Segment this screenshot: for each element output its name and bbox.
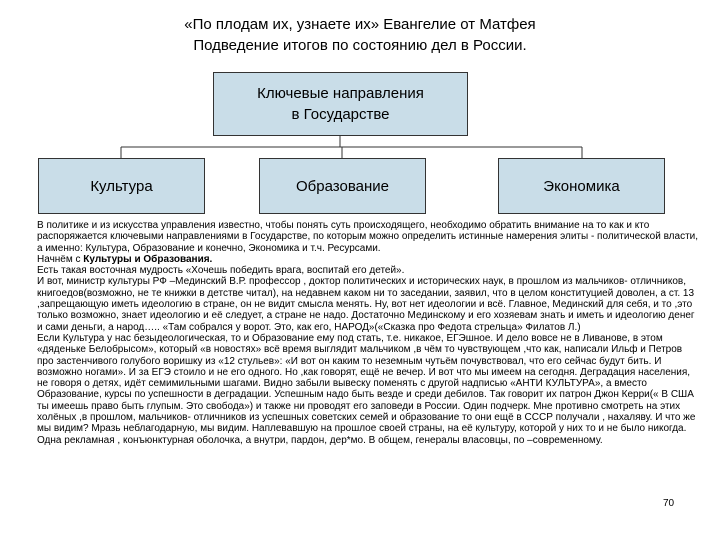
paragraph-5: Если Культура у нас безыдеологическая, то и Образование ему под стать, т.е. никакое, ЕГЭшное. И дело вовсе не в Ливанове, в этом «дяденьке Белобрысом», который «в новостях» всё время выглядит мальчиком ,в чём то чувствующем ,что как, написали Ильф и Петров про застенчивого голубого воришку из «12 стульев»: «И вот он каким то неземным чутьём почувствовал, что его сейчас будут бить. И возможно ногами». И за ЕГЭ стоило и не его одного. Но ,как говорят, ещё не вечер. И вот что мы имеем на сегодня. Деградация населения, не говоря о детях, идёт семимильными шагами. Видно забыли вывеску поменять с другой надписью «АНТИ КУЛЬТУРА», а вместо Образование, курсы по успешности в деградации. Успешным надо быть везде и среди дебилов. Так говорит их патрон Джон Керри(« В США ты имеешь право быть глупым. Это свобода») и также ни проводят его заповеди в России. Один подчерк. Мне противно смотреть на этих холёных ,в прошлом, мальчиков- отличников из успешных советских семей и образование то они ещё в СССР получали , нахаляву. И что же мы видим? Мразь неблагодарную, мы видим. Наплевавшую на прошлое своей страны, на её культуру, которой у них то и не было никогда. Одна рекламная , конъюнктурная оболочка, а внутри, пардон, дер*мо. В общем, генералы власовцы, по –современному. xyxy=(37,332,696,446)
paragraph-2 xyxy=(24,254,700,265)
paragraph-3: Есть такая восточная мудрость «Хочешь победить врага, воспитай его детей». xyxy=(37,265,405,277)
diagram-root-box xyxy=(213,72,468,136)
paragraph-1: В политике и из искусства управления известно, чтобы понять суть происходящего, необходимо обратить внимание на то как и кто распоряжается ключевыми направлениями в Государстве, по которым можно определить истинные намерения элиты - политической власти, а именно: Культура, Образование и конечно, Экономика и т.ч. Ресурсами. xyxy=(37,220,699,254)
paragraph-2-prefix: Начнём с xyxy=(37,253,84,265)
article-body xyxy=(24,220,700,446)
root-label-line-1: Ключевые направления xyxy=(257,85,424,102)
diagram-node-economy: Экономика xyxy=(498,158,665,214)
page-number: 70 xyxy=(663,498,675,509)
diagram-node-culture: Культура xyxy=(38,158,205,214)
paragraph-4: И вот, министр культуры РФ –Мединский В.Р. профессор , доктор политических и исторических наук, в прошлом из мальчиков- отличников, книгоедов(возможно, не те книжки в детстве читал), на недавнем каком ни то заседании, заявил, что в целом конституцией доволен, а ст. 13 ,запрещающую иметь идеологию в стране, он не видит смысла менять. Ну, вот нет идеологии и всё. Главное, Мединский для себя, и то ,это только возможно, знает идеологию и её следует, а стране не надо. Достаточно Мединскому и его хозяевам знать и иметь и идеологию денег и сами деньги, а народ….. «Там собрался у ворот. Это, как его, НАРОД»(«Сказка про Федота стрельца» Филатов Л.) xyxy=(37,276,695,333)
diagram-node-education: Образование xyxy=(259,158,426,214)
title-line-2: Подведение итогов по состоянию дел в России. xyxy=(193,37,527,54)
paragraph-2-bold: Культуры и Образования. xyxy=(83,253,213,265)
root-label-line-2: в Государстве xyxy=(291,106,390,123)
title-line-1: «По плодам их, узнаете их» Евангелие от Матфея xyxy=(184,16,536,33)
